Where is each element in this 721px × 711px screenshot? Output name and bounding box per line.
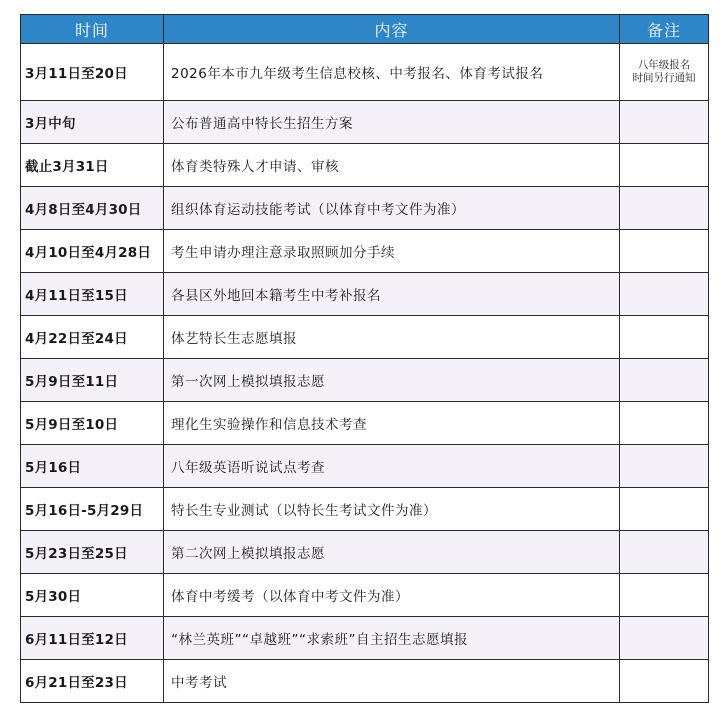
- note-cell: [620, 359, 709, 402]
- note-cell: [620, 402, 709, 445]
- note-cell: [620, 660, 709, 703]
- time-cell: 截止3月31日: [21, 144, 164, 187]
- note-cell: [620, 44, 709, 101]
- note-cell: [620, 230, 709, 273]
- note-line: 八年级报名: [637, 59, 691, 71]
- content-cell: 各县区外地回本籍考生中考补报名: [164, 273, 620, 316]
- content-cell: 第一次网上模拟填报志愿: [164, 359, 620, 402]
- note-cell: [620, 273, 709, 316]
- table-row: [21, 445, 709, 488]
- content-cell: “林兰英班”“卓越班”“求索班”自主招生志愿填报: [164, 617, 620, 660]
- table-header: [21, 15, 709, 44]
- note-cell: [620, 101, 709, 144]
- content-cell: 中考考试: [164, 660, 620, 703]
- table-row: [21, 488, 709, 531]
- schedule-sheet: [20, 14, 708, 704]
- header-note: 备注: [620, 15, 709, 44]
- time-cell: 5月9日至11日: [21, 359, 164, 402]
- content-cell: 理化生实验操作和信息技术考查: [164, 402, 620, 445]
- note-line: 时间另行通知: [632, 72, 696, 84]
- note-cell: [620, 445, 709, 488]
- time-cell: 5月16日-5月29日: [21, 488, 164, 531]
- content-cell: 特长生专业测试（以特长生考试文件为准）: [164, 488, 620, 531]
- table-row: [21, 187, 709, 230]
- content-cell: 公布普通高中特长生招生方案: [164, 101, 620, 144]
- note-cell: [620, 488, 709, 531]
- note-cell: [620, 187, 709, 230]
- table-row: [21, 101, 709, 144]
- time-cell: 4月11日至15日: [21, 273, 164, 316]
- note-cell: [620, 531, 709, 574]
- content-cell: 组织体育运动技能考试（以体育中考文件为准）: [164, 187, 620, 230]
- header-content: 内容: [164, 15, 620, 44]
- schedule-table: [20, 14, 709, 703]
- content-cell: 考生申请办理注意录取照顾加分手续: [164, 230, 620, 273]
- time-cell: 5月23日至25日: [21, 531, 164, 574]
- table-row: [21, 359, 709, 402]
- note-cell: [620, 617, 709, 660]
- time-cell: 6月21日至23日: [21, 660, 164, 703]
- content-cell: 体艺特长生志愿填报: [164, 316, 620, 359]
- time-cell: 6月11日至12日: [21, 617, 164, 660]
- time-cell: 5月16日: [21, 445, 164, 488]
- header-row: [21, 15, 709, 44]
- table-row: [21, 617, 709, 660]
- time-cell: 5月9日至10日: [21, 402, 164, 445]
- table-row: [21, 144, 709, 187]
- content-cell: 体育中考缓考（以体育中考文件为准）: [164, 574, 620, 617]
- note-cell: [620, 574, 709, 617]
- table-row: [21, 402, 709, 445]
- time-cell: 4月8日至4月30日: [21, 187, 164, 230]
- table-row: [21, 230, 709, 273]
- table-row: [21, 531, 709, 574]
- time-cell: 3月中旬: [21, 101, 164, 144]
- table-row: [21, 273, 709, 316]
- content-cell: 第二次网上模拟填报志愿: [164, 531, 620, 574]
- table-row: [21, 660, 709, 703]
- content-cell: 2026年本市九年级考生信息校核、中考报名、体育考试报名: [164, 44, 620, 101]
- content-cell: 八年级英语听说试点考查: [164, 445, 620, 488]
- table-body: [21, 44, 709, 703]
- table-row: [21, 44, 709, 101]
- time-cell: 4月22日至24日: [21, 316, 164, 359]
- content-cell: 体育类特殊人才申请、审核: [164, 144, 620, 187]
- table-row: [21, 316, 709, 359]
- note-cell: [620, 144, 709, 187]
- note-cell: [620, 316, 709, 359]
- time-cell: 5月30日: [21, 574, 164, 617]
- header-time: 时间: [21, 15, 164, 44]
- time-cell: 3月11日至20日: [21, 44, 164, 101]
- time-cell: 4月10日至4月28日: [21, 230, 164, 273]
- table-row: [21, 574, 709, 617]
